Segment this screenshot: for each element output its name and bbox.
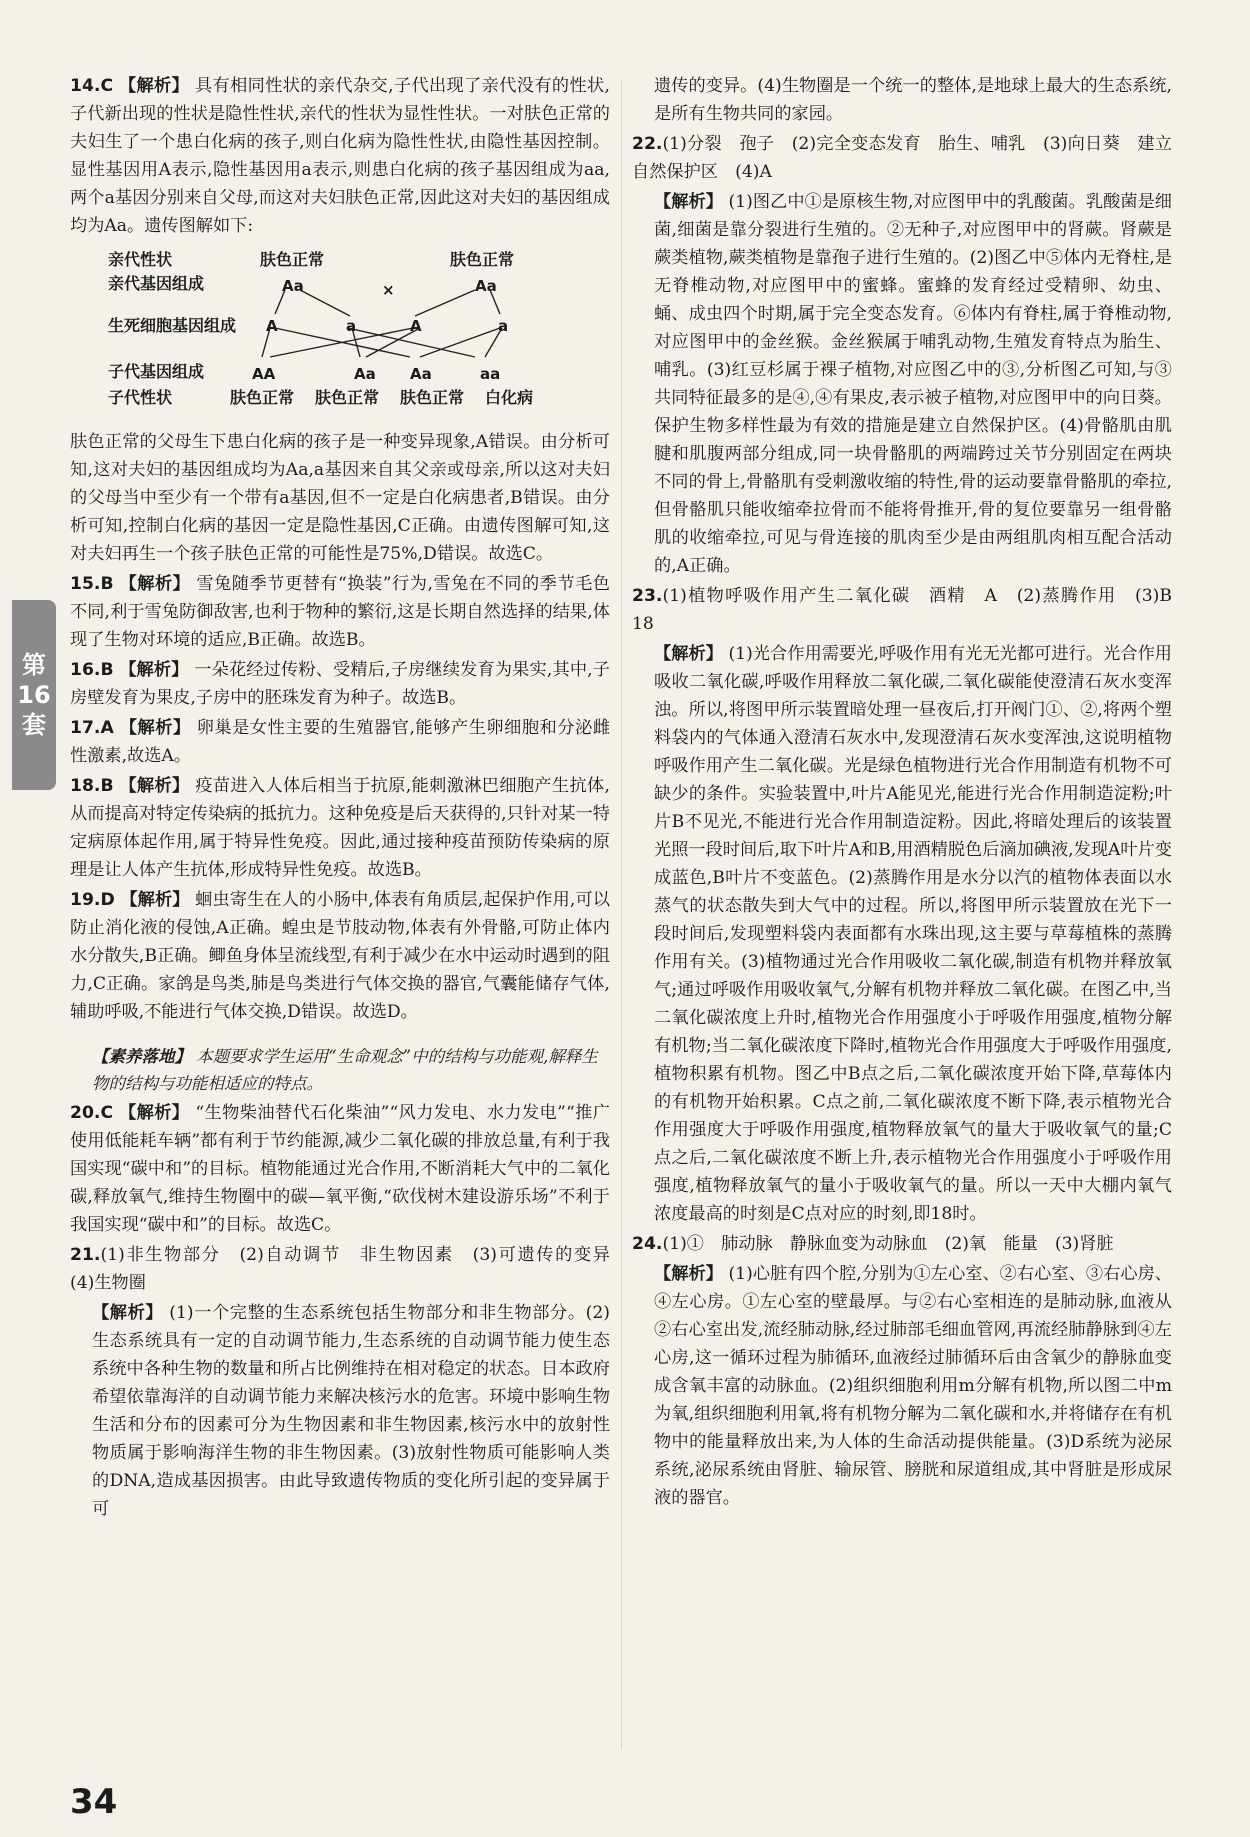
analysis-tag: 【解析】: [118, 76, 190, 96]
analysis-tag: 【解析】: [654, 192, 723, 212]
suyang-text: 本题要求学生运用“生命观念”中的结构与功能观,解释生物的结构与功能相适应的特点。: [92, 1046, 598, 1093]
r4-label: 子代基因组成: [108, 362, 205, 381]
q16-answer: B: [100, 660, 114, 680]
q15-text: 雪兔随季节更替有“换装”行为,雪兔在不同的季节毛色不同,利于雪兔防御敌害,也利于物种的繁衍,这是长期自然选择的结果,体现了生物对环境的适应,B正确。故选B。: [70, 574, 610, 650]
genetics-diagram: [70, 244, 610, 422]
q20-text: “生物柴油替代石化柴油”“风力发电、水力发电”“推广使用低能耗车辆”都有利于节约能源,减少二氧化碳的排放总量,有利于我国实现“碳中和”的目标。植物能通过光合作用,不断消耗大气中的二氧化碳,释放氧气,维持生物圈中的碳—氧平衡,“砍伐树木建设游乐场”不利于我国实现“碳中和”的目标。故选C。: [70, 1102, 610, 1235]
q18-text: 疫苗进入人体后相当于抗原,能刺激淋巴细胞产生抗体,从而提高对特定传染病的抵抗力。这种免疫是后天获得的,只针对某一特定病原体起作用,属于特异性免疫。因此,通过接种疫苗预防传染病的原理是让人体产生抗体,形成特异性免疫。故选B。: [70, 776, 611, 880]
q17-item: [70, 714, 610, 770]
set-number-tab: [12, 600, 56, 790]
suyang-note: [70, 1043, 610, 1097]
q24-analysis: [632, 1260, 1172, 1512]
analysis-tag: 【解析】: [119, 776, 190, 796]
q22-analysis: [632, 188, 1172, 580]
child-1: AA: [252, 365, 276, 383]
q22-item: [632, 130, 1172, 186]
q22-answer: (1)分裂 孢子 (2)完全变态发育 胎生、哺乳 (3)向日葵 建立自然保护区 (4)A: [632, 134, 1172, 182]
q20-item: [70, 1099, 610, 1239]
gamete-A2: A: [410, 317, 422, 335]
q21-continued: 遗传的变异。(4)生物圈是一个统一的整体,是地球上最大的生态系统,是所有生物共同的家园。: [654, 76, 1172, 124]
trait-1: 肤色正常: [230, 388, 295, 407]
q21-analysis: [70, 1299, 610, 1523]
q23-text: (1)光合作用需要光,呼吸作用有光无光都可进行。光合作用吸收二氧化碳,呼吸作用释放二氧化碳,二氧化碳能使澄清石灰水变浑浊。所以,将图甲所示装置暗处理一昼夜后,打开阀门①、②,将两个塑料袋内的气体通入澄清石灰水中,发现澄清石灰水变浑浊,这说明植物呼吸作用产生二氧化碳。光是绿色植物进行光合作用制造有机物不可缺少的条件。实验装置中,叶片A能见光,能进行光合作用制造淀粉;叶片B不见光,不能进行光合作用制造淀粉。因此,将暗处理后的该装置光照一段时间后,取下叶片A和B,用酒精脱色后滴加碘液,发现A叶片变成蓝色,B叶片不变蓝色。(2)蒸腾作用是水分以汽的植物体表面以水蒸气的状态散失到大气中的过程。所以,将图甲所示装置放在光下一段时间后,发现塑料袋内表面都有水珠出现,这主要与草莓植株的蒸腾作用有关。(3)植物通过光合作用吸收二氧化碳,制造有机物并释放氧气;通过呼吸作用吸收氧气,分解有机物并释放二氧化碳。在图乙中,当二氧化碳浓度上升时,植物光合作用强度小于呼吸作用强度,植物分解有机物;当二氧化碳浓度下降时,植物光合作用强度大于呼吸作用强度,植物积累有机物。图乙中B点之后,二氧化碳浓度开始下降,草莓体内的有机物开始积累。C点之前,二氧化碳浓度不断下降,表示植物光合作用强度大于呼吸作用强度,植物释放氧气的量大于吸收氧气的量;C点之后,二氧化碳浓度不断上升,表示植物光合作用强度小于呼吸作用强度,植物释放氧气的量小于吸收氧气的量。所以一天中大棚内氧气浓度最高的时刻是C点对应的时刻,即18时。: [654, 644, 1172, 1224]
q23-answer: (1)植物呼吸作用产生二氧化碳 酒精 A (2)蒸腾作用 (3)B 18: [632, 586, 1190, 634]
child-4: aa: [480, 365, 501, 383]
r2-right: Aa: [475, 277, 497, 295]
q20-answer: C: [100, 1102, 114, 1123]
q24-text: (1)心脏有四个腔,分别为①左心室、②右心室、③右心房、④左心房。①左心室的壁最厚。与②右心室相连的是肺动脉,血液从②右心室出发,流经肺动脉,经过肺部毛细血管网,再流经肺静脉到④左心房,这一循环过程为肺循环,血液经过肺循环后由含氧少的静脉血变成含氧丰富的动脉血。(2)组织细胞利用m分解有机物,所以图二中m为氧,组织细胞利用氧,将有机物分解为二氧化碳和水,并将储存在有机物中的能量释放出来,为人体的生命活动提供能量。(3)D系统为泌尿系统,泌尿系统由肾脏、输尿管、膀胱和尿道组成,其中肾脏是形成尿液的器官。: [654, 1264, 1172, 1508]
q21-text: (1)一个完整的生态系统包括生物部分和非生物部分。(2)生态系统具有一定的自动调节能力,生态系统的自动调节能力使生态系统中各种生物的数量和所占比例维持在相对稳定的状态。日本政府希望依靠海洋的自动调节能力来解决核污水的危害。环境中影响生物生活和分布的因素可分为生物因素和非生物因素,核污水中的放射性物质属于影响海洋生物的非生物因素。(3)放射性物质可能影响人类的DNA,造成基因损害。由此导致遗传物质的变化所引起的变异属于可: [92, 1302, 610, 1519]
child-3: Aa: [410, 365, 432, 383]
q20-number: 20.: [70, 1102, 101, 1123]
page-number: 34: [70, 1782, 118, 1822]
r1-label: 亲代性状: [108, 250, 173, 269]
q18-number: 18.: [70, 776, 101, 796]
gamete-a2: a: [498, 317, 509, 335]
right-column: [632, 72, 1190, 1514]
line-p2-A: [415, 290, 475, 316]
r1-right: 肤色正常: [450, 250, 515, 269]
analysis-tag: 【解析】: [119, 574, 191, 594]
q17-answer: A: [100, 718, 114, 738]
q17-text: 卵巢是女性主要的生殖器官,能够产生卵细胞和分泌雌性激素,故选A。: [70, 718, 611, 766]
gamete-A1: A: [266, 317, 278, 335]
q14-item: [70, 72, 610, 240]
child-2: Aa: [354, 365, 376, 383]
q24-answer: (1)① 肺动脉 静脉血变为动脉血 (2)氧 能量 (3)肾脏: [662, 1234, 1114, 1254]
trait-4: 白化病: [485, 388, 534, 407]
q16-text: 一朵花经过传粉、受精后,子房继续发育为果实,其中,子房壁发育为果皮,子房中的胚珠发育为种子。故选B。: [70, 660, 610, 708]
q18-answer: B: [100, 776, 114, 796]
column-divider: [621, 80, 622, 1750]
q21-item: [70, 1241, 628, 1297]
q23-number: 23.: [632, 586, 663, 606]
q15-number: 15.: [70, 574, 101, 594]
suyang-tag: 【素养落地】: [92, 1046, 191, 1066]
q24-item: [632, 1230, 1172, 1258]
q15-answer: B: [100, 574, 114, 594]
q24-number: 24.: [632, 1234, 663, 1254]
q14-answer: C: [100, 76, 114, 96]
analysis-tag: 【解析】: [654, 644, 723, 664]
analysis-tag: 【解析】: [92, 1302, 164, 1323]
q19-number: 19.: [70, 890, 101, 910]
analysis-tag: 【解析】: [120, 890, 190, 910]
q16-number: 16.: [70, 660, 101, 680]
trait-3: 肤色正常: [400, 388, 465, 407]
q23-item: [632, 582, 1190, 638]
analysis-tag: 【解析】: [119, 718, 191, 738]
q21-number: 21.: [70, 1244, 101, 1265]
q15-item: [70, 570, 610, 654]
q21-answer: (1)非生物部分 (2)自动调节 非生物因素 (3)可遗传的变异 (4)生物圈: [70, 1244, 628, 1293]
analysis-tag: 【解析】: [654, 1264, 723, 1284]
r2-left: Aa: [282, 277, 304, 295]
q19-answer: D: [100, 890, 115, 910]
q14-text: 具有相同性状的亲代杂交,子代出现了亲代没有的性状,子代新出现的性状是隐性性状,亲代的性状为显性性状。一对肤色正常的夫妇生了一个患白化病的孩子,则白化病为隐性性状,由隐性基因控制。显性基因用A表示,隐性基因用a表示,则患白化病的孩子基因组成为aa,两个a基因分别来自父母,而这对夫妇肤色正常,因此这对夫妇的基因组成均为Aa。遗传图解如下:: [70, 76, 611, 236]
q17-number: 17.: [70, 718, 101, 738]
r1-left: 肤色正常: [260, 250, 325, 269]
q19-text: 蛔虫寄生在人的小肠中,体表有角质层,起保护作用,可以防止消化液的侵蚀,A正确。蝗虫是节肢动物,体表有外骨骼,可防止体内水分散失,B正确。鲫鱼身体呈流线型,有利于减少在水中运动时遇到的阻力,C正确。家鸽是鸟类,肺是鸟类进行气体交换的器官,气囊能储存气体,辅助呼吸,不能进行气体交换,D错误。故选D。: [70, 890, 610, 1022]
side-tab-line3: 套: [22, 711, 46, 739]
line-p1-a: [300, 290, 350, 316]
r5-label: 子代性状: [108, 388, 173, 407]
q14-text2: 肤色正常的父母生下患白化病的孩子是一种变异现象,A错误。由分析可知,这对夫妇的基因组成均为Aa,a基因来自其父亲或母亲,所以这对夫妇的父母当中至少有一个带有a基因,但不一定是白化病患者,B错误。由分析可知,控制白化病的基因一定是隐性基因,C正确。由遗传图解可知,这对夫妇再生一个孩子肤色正常的可能性是75%,D错误。故选C。: [70, 432, 610, 564]
q14-number: 14.: [70, 76, 101, 96]
r3-label: 生死细胞基因组成: [108, 316, 237, 335]
q19-item: [70, 886, 610, 1026]
side-tab-line1: 第: [22, 651, 46, 679]
q23-analysis: [632, 640, 1172, 1228]
q22-text: (1)图乙中①是原核生物,对应图甲中的乳酸菌。乳酸菌是细菌,细菌是靠分裂进行生殖的。②无种子,对应图甲中的肾蕨。肾蕨是蕨类植物,蕨类植物是靠孢子进行生殖的。(2)图乙中⑤体内无脊柱,是无脊椎动物,对应图甲中的蜜蜂。蜜蜂的发育经过受精卵、幼虫、蛹、成虫四个时期,属于完全变态发育。⑥体内有脊柱,属于脊椎动物,对应图甲中的金丝猴。金丝猴属于哺乳动物,生殖发育特点为胎生、哺乳。(3)红豆杉属于裸子植物,对应图乙中的③,分析图乙可知,与③共同特征最多的是④,④有果皮,表示被子植物,对应图甲中的向日葵。保护生物多样性最为有效的措施是建立自然保护区。(4)骨骼肌由肌腱和肌腹两部分组成,同一块骨骼肌的两端跨过关节分别固定在两块不同的骨上,骨骼肌有受刺激收缩的特性,骨的运动要靠骨骼肌的牵拉,但骨骼肌只能收缩牵拉骨而不能将骨推开,骨的复位要靠另一组骨骼肌的收缩牵拉,可见与骨连接的肌肉至少是由两组肌肉相互配合活动的,A正确。: [654, 192, 1172, 576]
analysis-tag: 【解析】: [119, 660, 189, 680]
q18-item: [70, 772, 610, 884]
q16-item: [70, 656, 610, 712]
gamete-a1: a: [346, 317, 357, 335]
r2-label: 亲代基因组成: [108, 274, 205, 293]
q22-number: 22.: [632, 134, 663, 154]
r2-cross: ×: [382, 281, 395, 299]
left-column: [70, 72, 628, 1525]
side-tab-line2: 16: [17, 681, 51, 709]
analysis-tag: 【解析】: [118, 1102, 190, 1123]
trait-2: 肤色正常: [315, 388, 380, 407]
